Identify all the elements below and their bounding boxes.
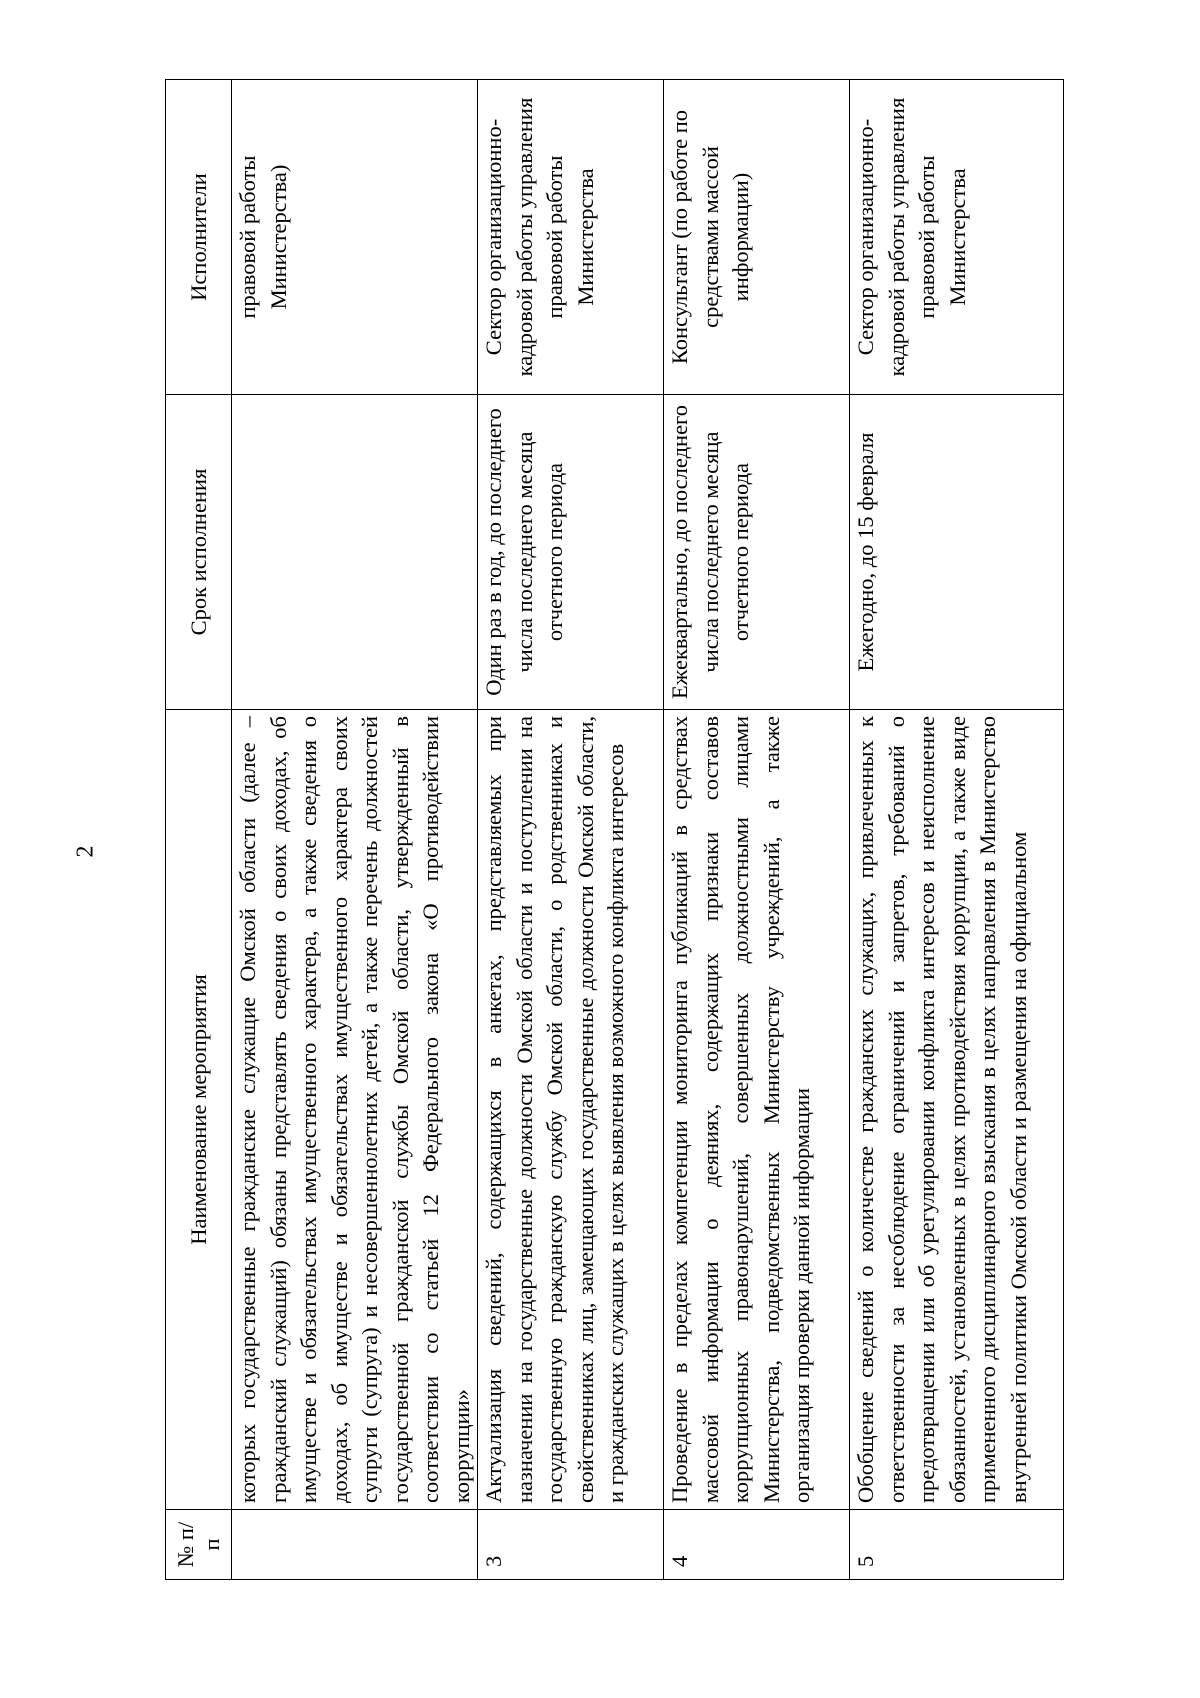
table-header-row <box>166 80 232 1580</box>
rotated-table-container <box>165 80 1060 1580</box>
row-number: 5 <box>850 1510 1064 1580</box>
page-number: 2 <box>72 845 99 858</box>
row-executors: Консультант (по работе по средствами массой информации) <box>664 80 850 395</box>
row-executors: Сектор организационно-кадровой работы управления правовой работы Министерства <box>478 80 664 395</box>
row-name: Проведение в пределах компетенции мониторинга публикаций в средствах массовой информации о деяниях, содержащих признаки составов коррупционных правонарушений, совершенных должностными лицами Министерства, подведомственных Министерству учреждений, а также организация проверки данной информации <box>664 710 850 1510</box>
row-deadline: Ежеквартально, до последнего числа последнего месяца отчетного периода <box>664 395 850 710</box>
measures-table <box>165 79 1064 1580</box>
row-deadline <box>232 395 478 710</box>
row-executors: правовой работы Министерства) <box>232 80 478 395</box>
table-row <box>664 80 850 1580</box>
table-row <box>232 80 478 1580</box>
header-name: Наименование мероприятия <box>166 710 232 1510</box>
row-name: которых государственные гражданские служащие Омской области (далее – гражданский служащий) обязаны представлять сведения о своих доходах, об имуществе и обязательствах имущественного характера, а также сведения о доходах, об имуществе и обязательствах имущественного характера своих супруги (супруга) и несовершеннолетних детей, а также перечень должностей государственной гражданской службы Омской области, утвержденный в соответствии со статьей 12 Федерального закона «О противодействии коррупции» <box>232 710 478 1510</box>
header-executors: Исполнители <box>166 80 232 395</box>
header-deadline: Срок исполнения <box>166 395 232 710</box>
row-deadline: Один раз в год, до последнего числа последнего месяца отчетного периода <box>478 395 664 710</box>
row-number: 3 <box>478 1510 664 1580</box>
header-number: № п/п <box>166 1510 232 1580</box>
row-name: Обобщение сведений о количестве гражданских служащих, привлеченных к ответственности за несоблюдение ограничений и запретов, требований о предотвращении или об урегулировании конфликта интересов и неисполнение обязанностей, установленных в целях противодействия коррупции, а также виде примененного дисциплинарного взыскания в целях направления в Министерство внутренней политики Омской области и размещения на официальном <box>850 710 1064 1510</box>
row-number <box>232 1510 478 1580</box>
table-row <box>478 80 664 1580</box>
row-deadline: Ежегодно, до 15 февраля <box>850 395 1064 710</box>
row-number: 4 <box>664 1510 850 1580</box>
row-name: Актуализация сведений, содержащихся в анкетах, представляемых при назначении на государственные должности Омской области и поступлении на государственную гражданскую службу Омской области, о родственниках и свойственниках лиц, замещающих государственные должности Омской области, и гражданских служащих в целях выявления возможного конфликта интересов <box>478 710 664 1510</box>
table-row <box>850 80 1064 1580</box>
row-executors: Сектор организационно-кадровой работы управления правовой работы Министерства <box>850 80 1064 395</box>
